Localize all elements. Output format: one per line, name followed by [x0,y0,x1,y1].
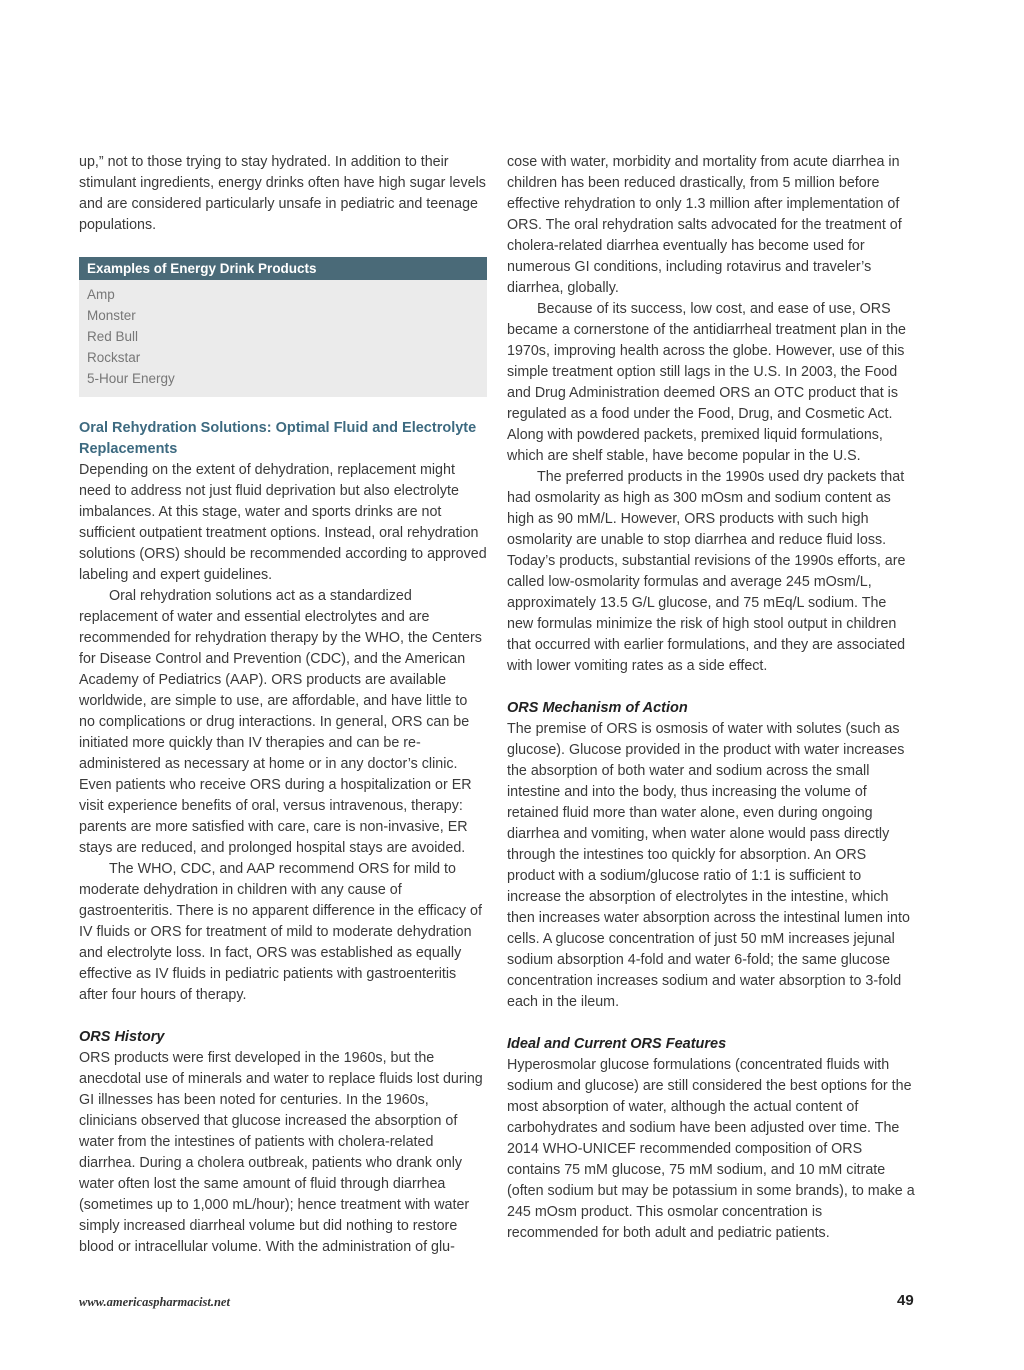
sidebar-list [79,280,487,397]
right-column [507,152,915,1244]
subheading: ORS History [79,1029,165,1045]
left-column [79,152,487,1258]
paragraph: Hyperosmolar glucose formulations (concentrated fluids with sodium and glucose) are still considered the best options for the most absorption of water, although the actual content of carbohydrates and sodium have been adjusted over time. The 2014 WHO-UNICEF recommended composition of ORS contains 75 mM glucose, 75 mM sodium, and 10 mM citrate (often sodium but may be potassium in some brands), to make a 245 mOsm product. This osmolar concentration is recommended for both adult and pediatric patients. [507,1057,915,1241]
sidebar-title: Examples of Energy Drink Products [79,257,487,280]
list-item: Rockstar [87,350,141,365]
paragraph: The WHO, CDC, and AAP recommend ORS for mild to moderate dehydration in children with any cause of gastroenteritis. There is no apparent difference in the efficacy of IV fluids or ORS for treatment of mild to moderate dehydration and electrolyte loss. In fact, ORS was established as equally effective as IV fluids in pediatric patients with gastroenteritis after four hours of therapy. [79,861,482,1003]
page-number: 49 [897,1292,914,1309]
subheading: ORS Mechanism of Action [507,700,688,716]
paragraph: Depending on the extent of dehydration, replacement might need to address not just fluid deprivation but also electrolyte imbalances. At this stage, water and sports drinks are not sufficient outpatient treatment options. Instead, oral rehydration solutions (ORS) should be recommended according to approved labeling and expert guidelines. [79,462,487,583]
paragraph: The premise of ORS is osmosis of water with solutes (such as glucose). Glucose provided in the product with water increases the absorption of both water and sodium across the small intestine and into the body, thus increasing the volume of retained fluid more than water alone, even during ongoing diarrhea and vomiting, when water alone would pass directly through the intestines too quickly for absorption. An ORS product with a sodium/glucose ratio of 1:1 is sufficient to increase the absorption of electrolytes in the intestine, which then increases water absorption across the intestinal lumen into cells. A glucose concentration of just 50 mM increases jejunal sodium absorption 4-fold and water 6-fold; the same glucose concentration increases sodium and water absorption to 3-fold each in the ileum. [507,721,910,1010]
paragraph: up,” not to those trying to stay hydrated. In addition to their stimulant ingredients, energy drinks often have high sugar levels and are considered particularly unsafe in pediatric and teenage populations. [79,154,486,233]
paragraph: Because of its success, low cost, and ease of use, ORS became a cornerstone of the antidiarrheal treatment plan in the 1970s, improving health across the globe. However, use of this simple treatment option still lags in the U.S. In 2003, the Food and Drug Administration deemed ORS an OTC product that is regulated as a food under the Food, Drug, and Cosmetic Act. Along with powdered packets, premixed liquid formulations, which are shelf stable, have become popular in the U.S. [507,301,906,464]
paragraph: Oral rehydration solutions act as a standardized replacement of water and essential electrolytes and are recommended for rehydration therapy by the WHO, the Centers for Disease Control and Prevention (CDC), and the American Academy of Pediatrics (AAP). ORS products are available worldwide, are simple to use, are affordable, and have little to no complications or drug interactions. In general, ORS can be initiated more quickly than IV therapies and can be re-administered as necessary at home or in any doctor’s clinic. Even patients who receive ORS during a hospitalization or ER visit experience benefits of oral, versus intravenous, therapy: parents are more satisfied with care, care is non-invasive, ER stays are reduced, and prolonged hospital stays are avoided. [79,588,482,856]
list-item: 5-Hour Energy [87,371,175,386]
section-heading: Oral Rehydration Solutions: Optimal Fluid and Electrolyte Replacements [79,420,477,457]
list-item: Amp [87,287,115,302]
list-item: Monster [87,308,136,323]
paragraph: The preferred products in the 1990s used dry packets that had osmolarity as high as 300 mOsm and sodium content as high as 90 mM/L. However, ORS products with such high osmolarity are unable to stop diarrhea and reduce fluid loss. Today’s products, substantial revisions of the 1990s efforts, are called low-osmolarity formulas and average 245 mOsm/L, approximately 13.5 G/L glucose, and 75 mEq/L sodium. The new formulas minimize the risk of high stool output in children that occurred with earlier formulations, and they are associated with lower vomiting rates as a side effect. [507,469,906,674]
list-item: Red Bull [87,329,139,344]
paragraph: ORS products were first developed in the 1960s, but the anecdotal use of minerals and water to replace fluids lost during GI illnesses has been noted for centuries. In the 1960s, clinicians observed that glucose increased the absorption of water from the intestines of patients with cholera-related diarrhea. During a cholera outbreak, patients who drank only water often lost the same amount of fluid through diarrhea (sometimes up to 1,000 mL/hour); hence treatment with water simply increased diarrheal volume but did nothing to restore blood or intracellular volume. With the administration of glu- [79,1050,483,1255]
subheading: Ideal and Current ORS Features [507,1036,727,1052]
paragraph: cose with water, morbidity and mortality from acute diarrhea in children has been reduced drastically, from 5 million before effective rehydration to only 1.3 million after implementation of ORS. The oral rehydration salts advocated for the treatment of cholera-related diarrhea eventually has become used for numerous GI conditions, including rotavirus and traveler’s diarrhea, globally. [507,154,902,296]
footer-url: www.americaspharmacist.net [79,1295,230,1309]
energy-drink-sidebar [79,257,487,397]
